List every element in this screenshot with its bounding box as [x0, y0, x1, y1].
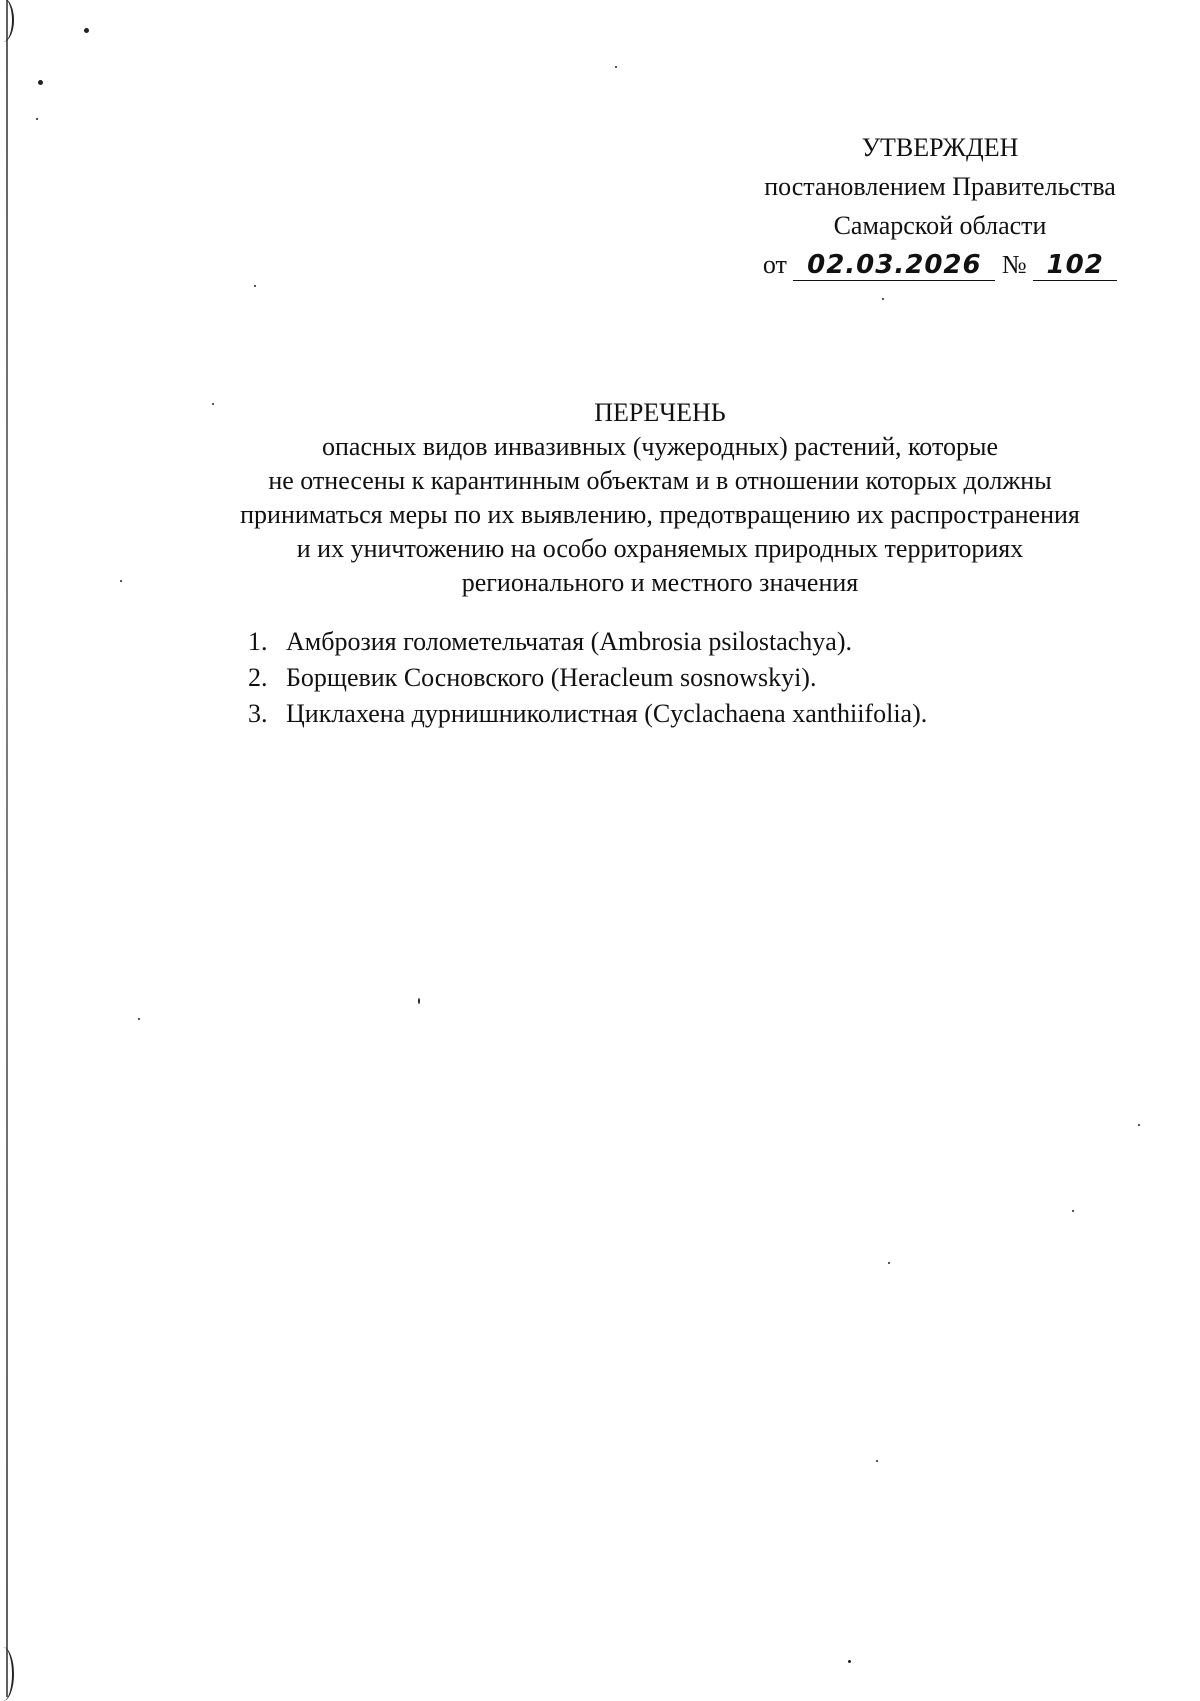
number-prefix: № [1001, 250, 1027, 279]
approval-number: 102 [1033, 250, 1117, 281]
title-main: ПЕРЕЧЕНЬ [594, 398, 726, 427]
approval-date: 02.03.2026 [793, 250, 995, 281]
approval-date-line [720, 245, 1160, 284]
plant-list [248, 624, 927, 732]
scan-speck [882, 298, 884, 300]
approval-block [720, 128, 1160, 284]
list-item-number: 2. [248, 663, 268, 692]
title-line-4: и их уничтожению на особо охраняемых природных территориях [296, 534, 1024, 563]
scan-edge-curve-bottom [0, 1647, 14, 1701]
list-item [248, 624, 927, 660]
document-title [120, 396, 1200, 600]
list-item-number: 3. [248, 699, 268, 728]
approval-line-2: Самарской области [833, 211, 1047, 240]
scan-speck [138, 1018, 140, 1020]
list-item-text: Амброзия голометельчатая (Ambrosia psilostachya). [286, 627, 853, 656]
scan-speck [1138, 1124, 1140, 1126]
title-line-1: опасных видов инвазивных (чужеродных) растений, которые [321, 432, 998, 461]
scan-speck [418, 998, 420, 1004]
list-item-text: Циклахена дурнишниколистная (Cyclachaena xanthiifolia). [286, 699, 928, 728]
approval-heading: УТВЕРЖДЕН [861, 133, 1019, 162]
title-line-5: регионального и местного значения [461, 568, 859, 597]
list-item [248, 696, 927, 732]
scan-speck [876, 1460, 878, 1462]
scan-edge-curve-top [0, 0, 14, 42]
scan-speck [1072, 1210, 1074, 1212]
title-line-2: не отнесены к карантинным объектам и в отношении которых должны [268, 466, 1052, 495]
scan-binding-edge [6, 0, 8, 1697]
scan-speck [888, 1262, 890, 1264]
scan-speck [36, 118, 38, 120]
scan-speck [254, 285, 256, 287]
list-item-text: Борщевик Сосновского (Heracleum sosnowskyi). [286, 663, 817, 692]
scan-speck [615, 66, 617, 68]
list-item-number: 1. [248, 627, 268, 656]
title-line-3: приниматься меры по их выявлению, предотвращению их распространения [240, 500, 1080, 529]
date-prefix: от [762, 250, 787, 279]
approval-line-1: постановлением Правительства [764, 172, 1116, 201]
scan-speck [84, 28, 89, 33]
scan-speck [848, 1660, 851, 1663]
list-item [248, 660, 927, 696]
scan-speck [38, 80, 43, 85]
